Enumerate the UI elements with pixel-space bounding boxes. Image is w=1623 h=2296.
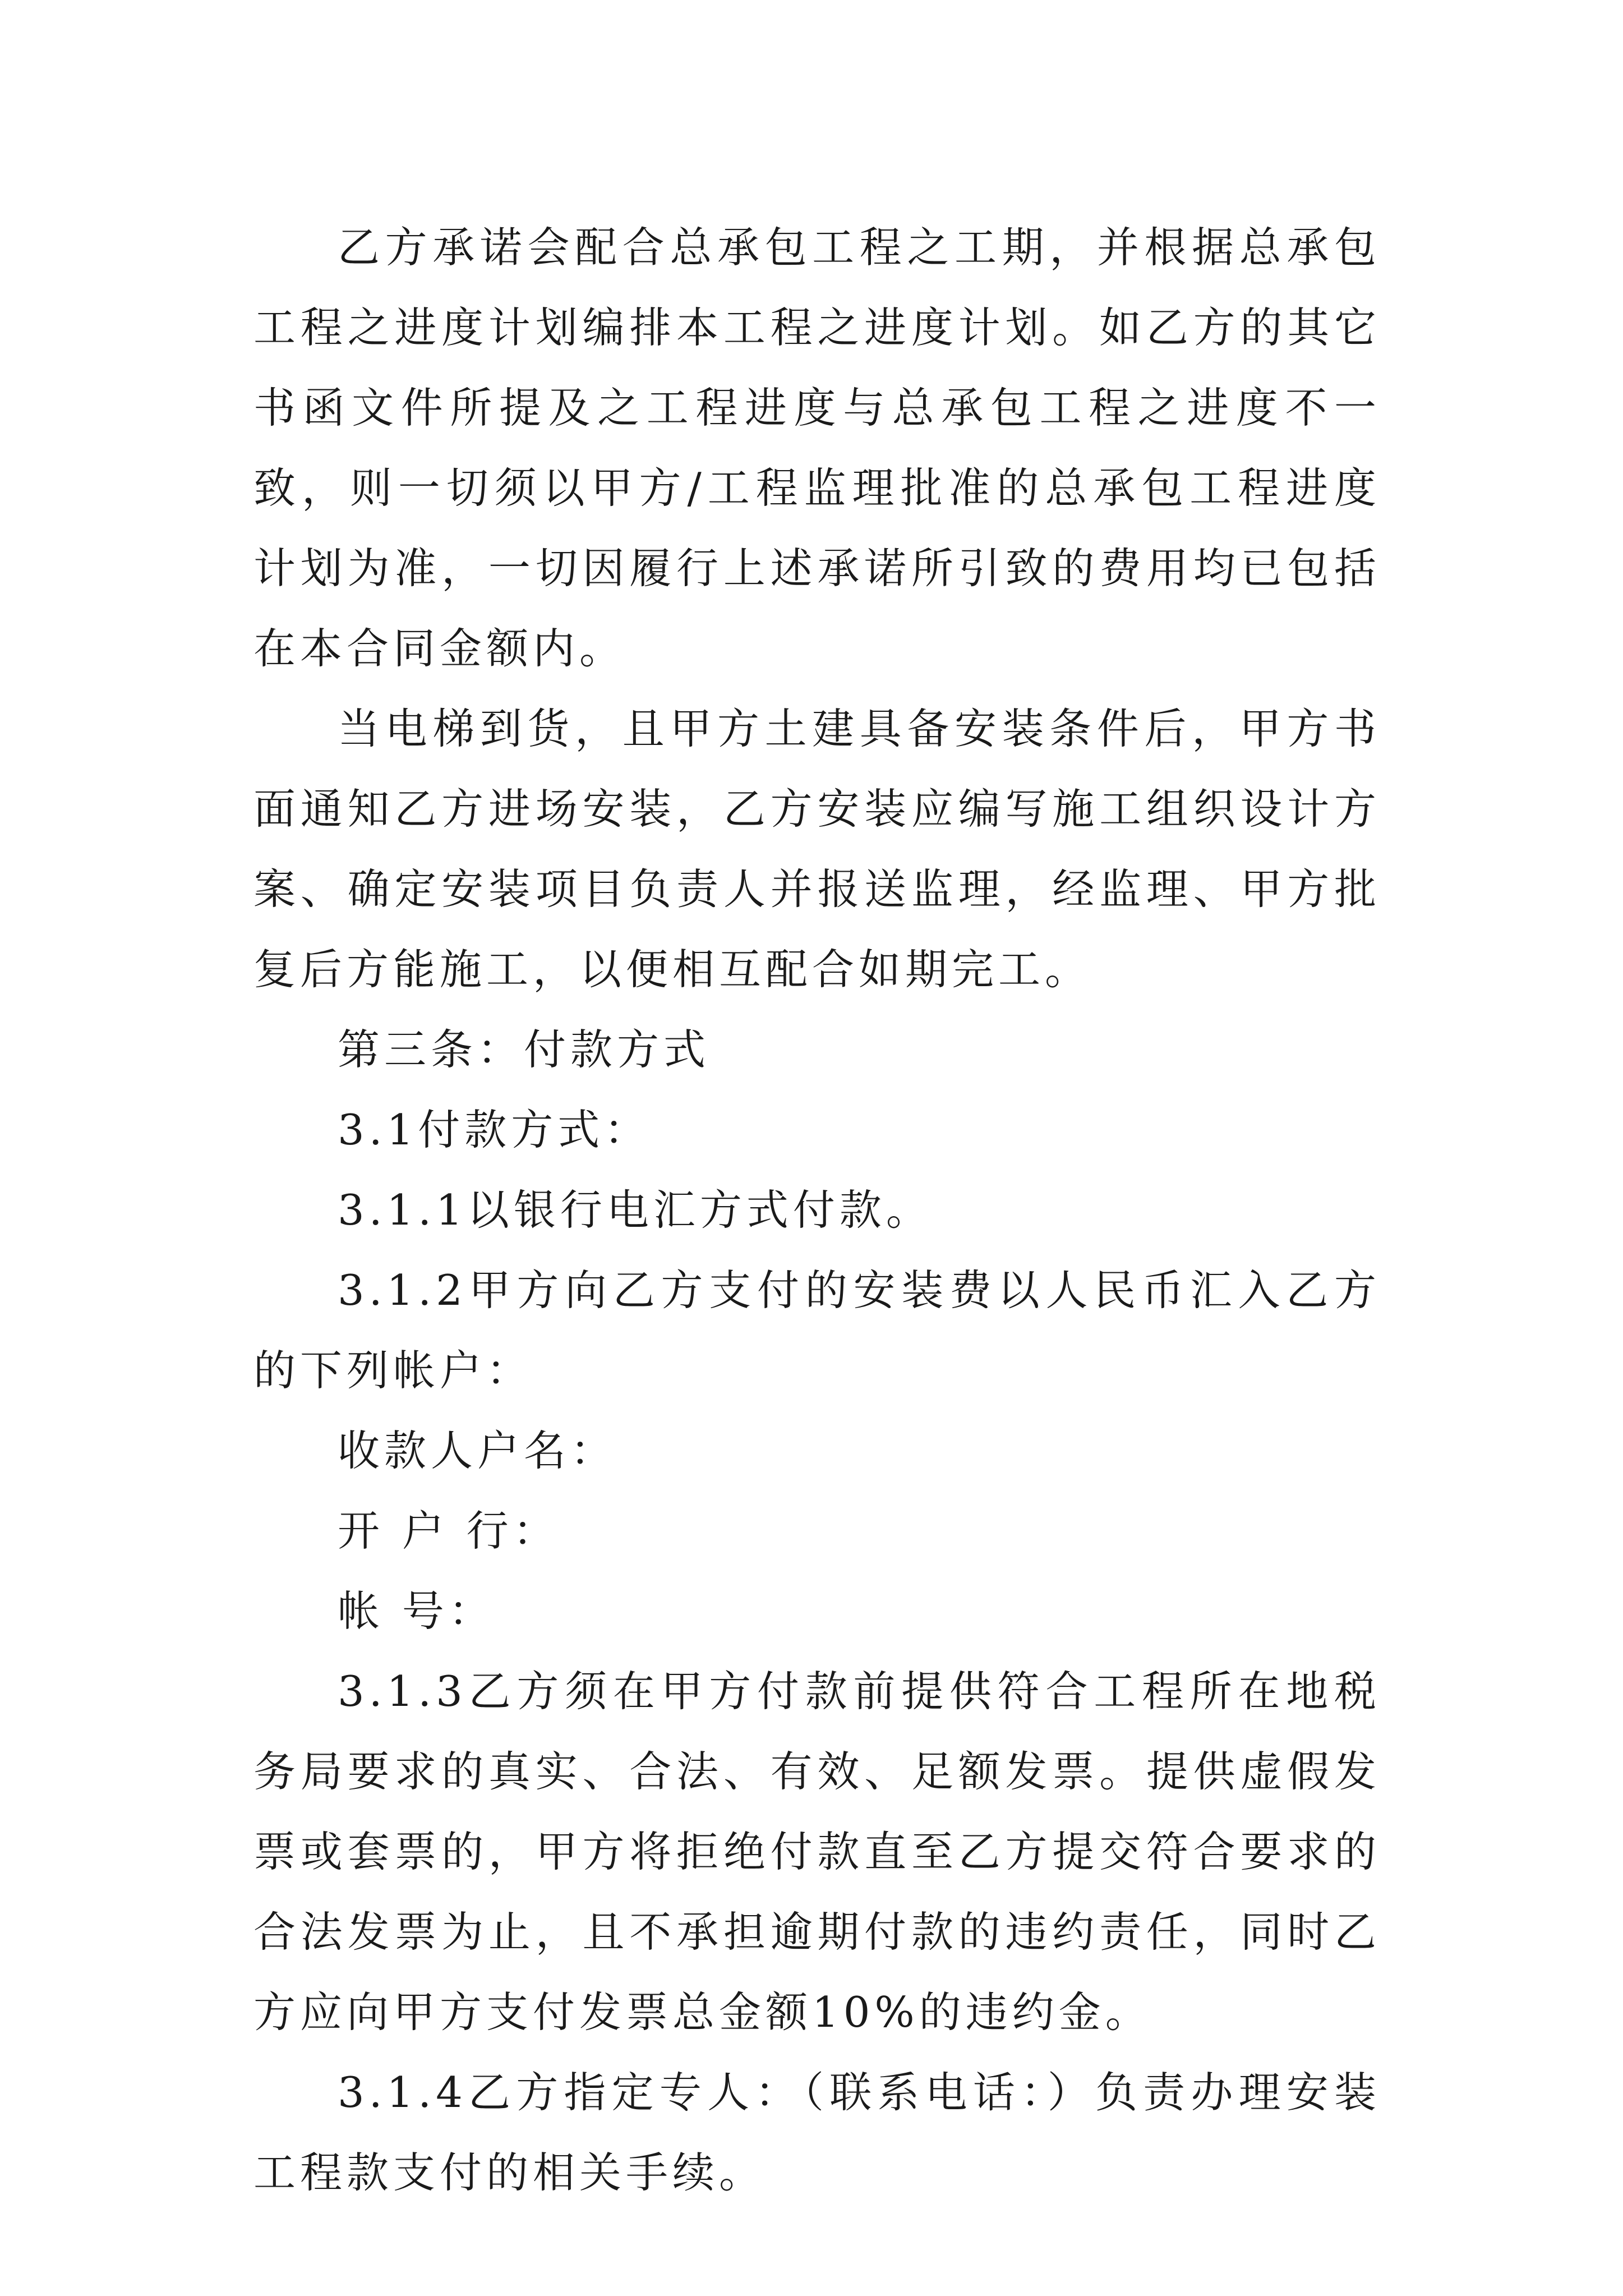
clause-3-1-4: 3.1.4乙方指定专人：（联系电话：）负责办理安装工程款支付的相关手续。 bbox=[253, 2068, 1381, 2197]
account-number-line: 帐 号： bbox=[338, 1586, 495, 1636]
clause-3-1: 3.1付款方式： bbox=[338, 1105, 651, 1154]
paragraph-schedule-commitment: 乙方承诺会配合总承包工程之工期，并根据总承包工程之进度计划编排本工程之进度计划。如乙方的其它书函文件所提及之工程进度与总承包工程之进度不一致，则一切须以甲方/工程监理批准的总承包工程进度计划为准，一切因履行上述承诺所引致的费用均已包括在本合同金额内。 bbox=[253, 223, 1381, 673]
clause-3-1-2: 3.1.2甲方向乙方支付的安装费以人民币汇入乙方的下列帐户： bbox=[253, 1266, 1381, 1395]
clause-3-1-1: 3.1.1以银行电汇方式付款。 bbox=[338, 1185, 933, 1235]
account-name-line: 收款人户名： bbox=[338, 1426, 617, 1475]
document-body bbox=[253, 208, 1381, 2213]
paragraph-installation-notice: 当电梯到货，且甲方土建具备安装条件后，甲方书面通知乙方进场安装，乙方安装应编写施工组织设计方案、确定安装项目负责人并报送监理，经监理、甲方批复后方能施工，以便相互配合如期完工。 bbox=[253, 704, 1381, 994]
bank-line: 开 户 行： bbox=[338, 1506, 560, 1556]
clause-3-1-3: 3.1.3乙方须在甲方付款前提供符合工程所在地税务局要求的真实、合法、有效、足额发票。提供虚假发票或套票的，甲方将拒绝付款直至乙方提交符合要求的合法发票为止，且不承担逾期付款的违约责任，同时乙方应向甲方支付发票总金额10%的违约金。 bbox=[253, 1667, 1381, 2037]
section-heading-article-3: 第三条：付款方式 bbox=[338, 1025, 711, 1074]
